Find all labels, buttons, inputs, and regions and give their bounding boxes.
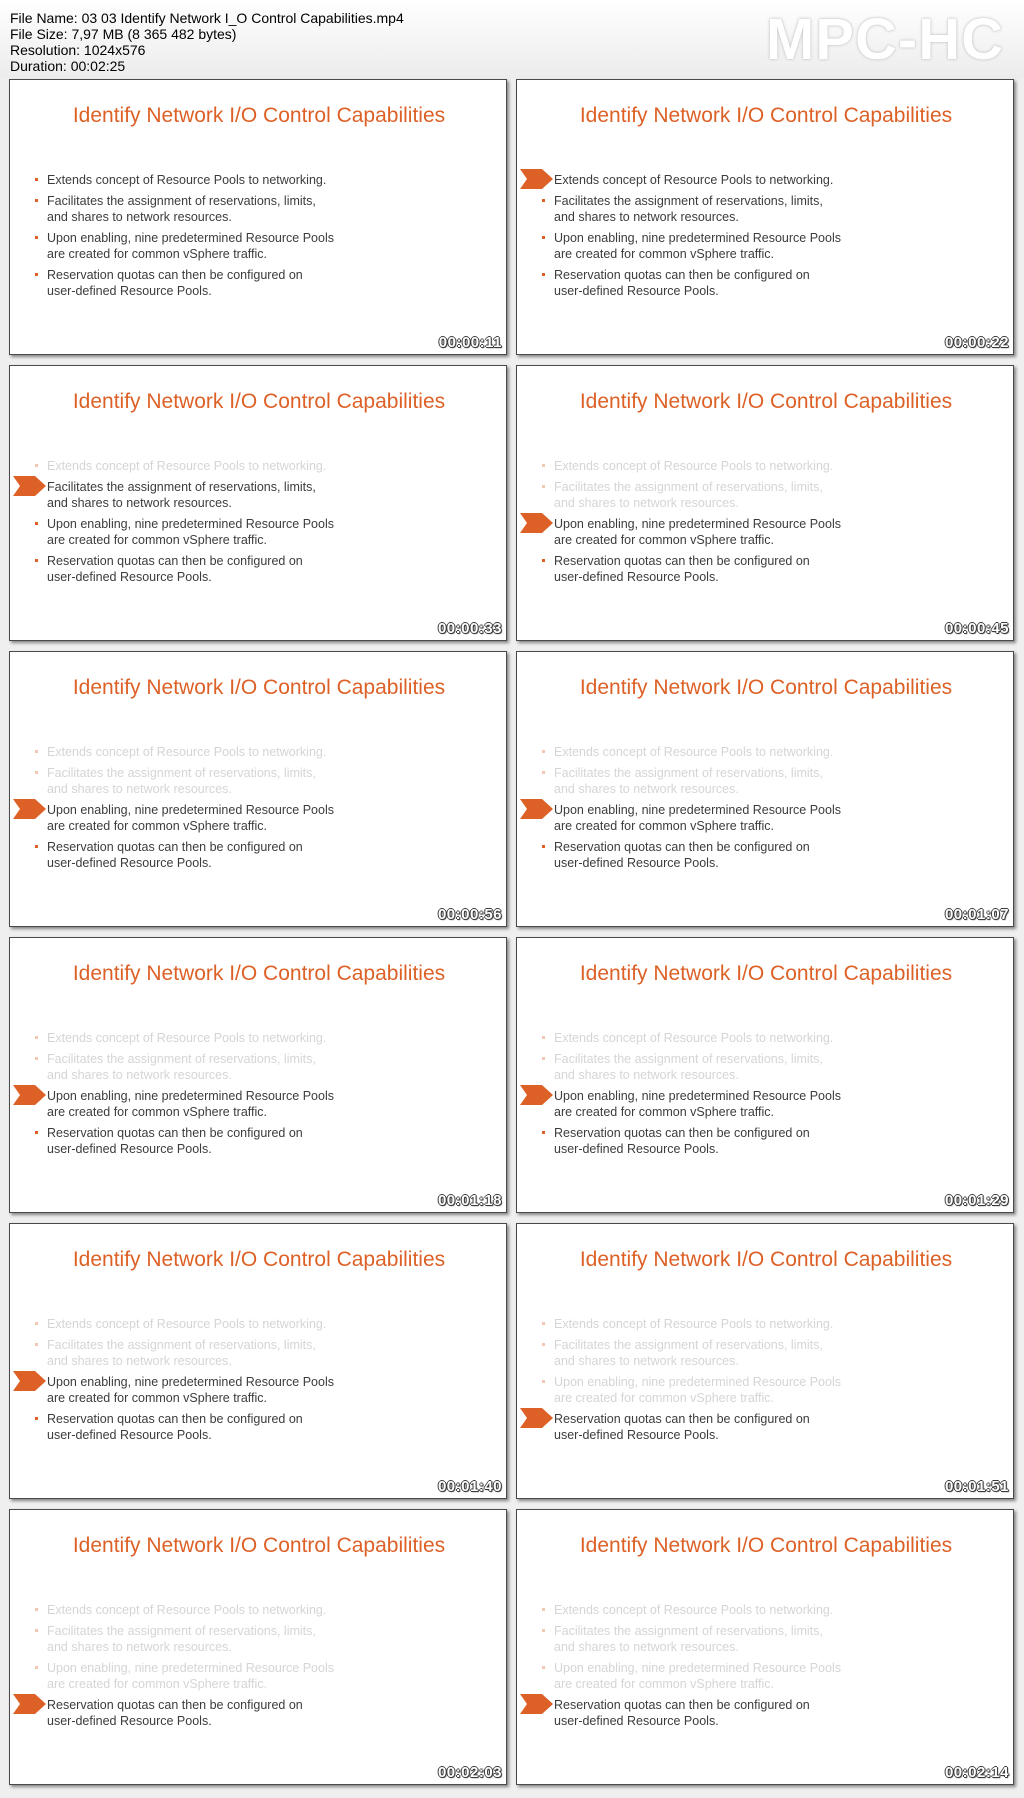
bullet-marker <box>542 236 545 239</box>
bullet-line: user-defined Resource Pools. <box>554 1428 719 1442</box>
bullet-line: Upon enabling, nine predetermined Resource Pools <box>554 231 841 245</box>
slide-title: Identify Network I/O Control Capabilities <box>72 390 446 413</box>
bullet-marker <box>35 273 38 276</box>
bullet-line: Extends concept of Resource Pools to networking. <box>554 745 834 759</box>
bullet-item <box>553 802 993 834</box>
bullet-item <box>553 839 993 871</box>
bullet-line: are created for common vSphere traffic. <box>554 533 775 547</box>
mpc-hc-logo: MPC-HC <box>766 7 1004 72</box>
bullet-item <box>46 802 486 834</box>
timestamp-label: 00:00:33 <box>437 620 502 637</box>
bullet-line: Extends concept of Resource Pools to networking. <box>47 745 327 759</box>
bullet-item <box>46 553 486 585</box>
bullet-line: Facilitates the assignment of reservations, limits, <box>554 480 823 494</box>
bullet-line: and shares to network resources. <box>47 210 232 224</box>
bullet-item <box>553 1030 993 1046</box>
bullet-item <box>553 172 993 188</box>
bullet-marker <box>35 178 38 181</box>
bullet-line: Extends concept of Resource Pools to networking. <box>554 173 834 187</box>
video-thumbnail <box>9 937 507 1213</box>
bullet-item <box>553 1051 993 1083</box>
bullet-item <box>46 267 486 299</box>
bullet-line: Reservation quotas can then be configured on <box>554 1698 810 1712</box>
bullet-item <box>46 839 486 871</box>
bullet-line: Upon enabling, nine predetermined Resource Pools <box>554 517 841 531</box>
bullet-item <box>46 1088 486 1120</box>
video-thumbnail <box>9 365 507 641</box>
bullet-item <box>553 1660 993 1692</box>
bullet-marker <box>542 199 545 202</box>
bullet-item <box>46 230 486 262</box>
bullet-line: are created for common vSphere traffic. <box>554 1105 775 1119</box>
video-thumbnail <box>9 1223 507 1499</box>
bullet-marker <box>542 750 545 753</box>
bullet-item <box>553 744 993 760</box>
bullet-marker <box>542 273 545 276</box>
pointer-arrow-icon <box>520 1085 553 1105</box>
bullet-line: user-defined Resource Pools. <box>554 570 719 584</box>
bullet-line: are created for common vSphere traffic. <box>47 247 268 261</box>
bullet-marker <box>35 1343 38 1346</box>
bullet-item <box>46 479 486 511</box>
bullet-line: Extends concept of Resource Pools to networking. <box>47 173 327 187</box>
slide-title: Identify Network I/O Control Capabilities <box>579 676 953 699</box>
bullet-line: Extends concept of Resource Pools to networking. <box>554 459 834 473</box>
bullet-line: Facilitates the assignment of reservations, limits, <box>554 1338 823 1352</box>
bullet-item <box>553 553 993 585</box>
bullet-line: and shares to network resources. <box>554 782 739 796</box>
bullet-marker <box>35 1629 38 1632</box>
bullet-line: are created for common vSphere traffic. <box>47 1391 268 1405</box>
bullet-item <box>46 1316 486 1332</box>
timestamp-label: 00:00:45 <box>944 620 1009 637</box>
bullet-marker <box>542 1131 545 1134</box>
bullet-line: user-defined Resource Pools. <box>554 1714 719 1728</box>
bullet-item <box>46 1030 486 1046</box>
bullet-item <box>553 516 993 548</box>
slide-title: Identify Network I/O Control Capabilities <box>579 962 953 985</box>
bullet-line: user-defined Resource Pools. <box>47 570 212 584</box>
bullet-line: user-defined Resource Pools. <box>47 1714 212 1728</box>
timestamp-label: 00:02:14 <box>944 1764 1009 1781</box>
pointer-arrow-icon <box>13 476 46 496</box>
slide-title: Identify Network I/O Control Capabilities <box>579 1534 953 1557</box>
bullet-marker <box>35 1057 38 1060</box>
bullet-line: user-defined Resource Pools. <box>554 1142 719 1156</box>
bullet-marker <box>542 1629 545 1632</box>
bullet-list <box>553 1316 993 1448</box>
video-thumbnail <box>516 79 1014 355</box>
bullet-marker <box>35 199 38 202</box>
bullet-marker <box>542 1380 545 1383</box>
bullet-item <box>553 193 993 225</box>
timestamp-label: 00:02:03 <box>437 1764 502 1781</box>
bullet-line: Reservation quotas can then be configured on <box>554 1412 810 1426</box>
bullet-item <box>46 1660 486 1692</box>
bullet-list <box>46 458 486 590</box>
resolution: Resolution: 1024x576 <box>10 42 146 58</box>
bullet-line: and shares to network resources. <box>554 210 739 224</box>
bullet-item <box>553 1374 993 1406</box>
bullet-line: Extends concept of Resource Pools to networking. <box>554 1031 834 1045</box>
bullet-line: are created for common vSphere traffic. <box>47 1677 268 1691</box>
bullet-marker <box>542 845 545 848</box>
bullet-line: user-defined Resource Pools. <box>47 284 212 298</box>
timestamp-label: 00:00:11 <box>438 334 502 351</box>
bullet-line: user-defined Resource Pools. <box>47 1142 212 1156</box>
bullet-item <box>553 1623 993 1655</box>
bullet-marker <box>542 1036 545 1039</box>
bullet-marker <box>542 1666 545 1669</box>
bullet-marker <box>542 559 545 562</box>
bullet-line: Facilitates the assignment of reservations, limits, <box>554 766 823 780</box>
bullet-marker <box>35 771 38 774</box>
bullet-marker <box>35 1131 38 1134</box>
bullet-marker <box>35 750 38 753</box>
bullet-line: are created for common vSphere traffic. <box>554 819 775 833</box>
bullet-item <box>46 1374 486 1406</box>
bullet-list <box>46 1602 486 1734</box>
bullet-line: Facilitates the assignment of reservations, limits, <box>47 766 316 780</box>
slide-title: Identify Network I/O Control Capabilities <box>579 1248 953 1271</box>
bullet-item <box>553 458 993 474</box>
bullet-line: Facilitates the assignment of reservations, limits, <box>554 1624 823 1638</box>
bullet-list <box>46 172 486 304</box>
timestamp-label: 00:01:07 <box>944 906 1009 923</box>
bullet-item <box>46 172 486 188</box>
bullet-list <box>553 1030 993 1162</box>
bullet-item <box>553 267 993 299</box>
bullet-item <box>553 1411 993 1443</box>
bullet-item <box>553 1125 993 1157</box>
bullet-marker <box>542 485 545 488</box>
timestamp-label: 00:01:51 <box>944 1478 1009 1495</box>
bullet-list <box>46 1316 486 1448</box>
bullet-line: Facilitates the assignment of reservations, limits, <box>47 194 316 208</box>
timestamp-label: 00:01:29 <box>944 1192 1009 1209</box>
bullet-list <box>553 172 993 304</box>
bullet-item <box>46 1051 486 1083</box>
bullet-line: Extends concept of Resource Pools to networking. <box>554 1317 834 1331</box>
bullet-line: Extends concept of Resource Pools to networking. <box>47 1603 327 1617</box>
bullet-item <box>553 479 993 511</box>
bullet-line: are created for common vSphere traffic. <box>554 247 775 261</box>
pointer-arrow-icon <box>520 513 553 533</box>
bullet-item <box>553 1316 993 1332</box>
bullet-line: Extends concept of Resource Pools to networking. <box>47 1031 327 1045</box>
timestamp-label: 00:00:56 <box>437 906 502 923</box>
file-name: File Name: 03 03 Identify Network I_O Control Capabilities.mp4 <box>10 10 404 26</box>
bullet-line: Reservation quotas can then be configured on <box>47 1698 303 1712</box>
bullet-line: and shares to network resources. <box>554 496 739 510</box>
bullet-list <box>46 744 486 876</box>
pointer-arrow-icon <box>520 169 553 189</box>
bullet-item <box>46 193 486 225</box>
bullet-marker <box>35 522 38 525</box>
duration: Duration: 00:02:25 <box>10 58 126 74</box>
pointer-arrow-icon <box>13 799 46 819</box>
bullet-line: Reservation quotas can then be configured on <box>47 1412 303 1426</box>
bullet-list <box>553 744 993 876</box>
bullet-marker <box>35 1036 38 1039</box>
bullet-item <box>553 1697 993 1729</box>
video-thumbnail <box>9 651 507 927</box>
bullet-line: and shares to network resources. <box>554 1640 739 1654</box>
bullet-line: and shares to network resources. <box>47 1068 232 1082</box>
slide-title: Identify Network I/O Control Capabilities <box>579 104 953 127</box>
pointer-arrow-icon <box>520 799 553 819</box>
bullet-line: and shares to network resources. <box>47 1640 232 1654</box>
bullet-line: are created for common vSphere traffic. <box>47 819 268 833</box>
bullet-line: Reservation quotas can then be configured on <box>554 840 810 854</box>
bullet-line: Extends concept of Resource Pools to networking. <box>554 1603 834 1617</box>
bullet-line: Facilitates the assignment of reservations, limits, <box>47 1052 316 1066</box>
bullet-line: Facilitates the assignment of reservations, limits, <box>47 480 316 494</box>
bullet-marker <box>542 1057 545 1060</box>
bullet-line: Reservation quotas can then be configured on <box>47 1126 303 1140</box>
bullet-marker <box>35 236 38 239</box>
bullet-line: user-defined Resource Pools. <box>47 1428 212 1442</box>
slide-title: Identify Network I/O Control Capabilities <box>579 390 953 413</box>
pointer-arrow-icon <box>13 1085 46 1105</box>
bullet-item <box>553 1088 993 1120</box>
bullet-line: Facilitates the assignment of reservations, limits, <box>554 194 823 208</box>
bullet-marker <box>542 771 545 774</box>
bullet-marker <box>35 1608 38 1611</box>
bullet-item <box>46 1337 486 1369</box>
bullet-item <box>553 1602 993 1618</box>
bullet-marker <box>35 1322 38 1325</box>
bullet-line: are created for common vSphere traffic. <box>47 533 268 547</box>
video-thumbnail <box>516 1509 1014 1785</box>
bullet-line: Upon enabling, nine predetermined Resource Pools <box>47 231 334 245</box>
bullet-line: Reservation quotas can then be configured on <box>47 554 303 568</box>
bullet-marker <box>542 1322 545 1325</box>
bullet-line: and shares to network resources. <box>554 1354 739 1368</box>
bullet-line: Upon enabling, nine predetermined Resource Pools <box>47 803 334 817</box>
bullet-item <box>46 1411 486 1443</box>
slide-title: Identify Network I/O Control Capabilities <box>72 1248 446 1271</box>
bullet-marker <box>35 1666 38 1669</box>
video-thumbnail <box>516 1223 1014 1499</box>
bullet-line: are created for common vSphere traffic. <box>47 1105 268 1119</box>
bullet-marker <box>35 1417 38 1420</box>
pointer-arrow-icon <box>13 1371 46 1391</box>
bullet-marker <box>542 1608 545 1611</box>
pointer-arrow-icon <box>520 1408 553 1428</box>
bullet-line: Reservation quotas can then be configured on <box>554 268 810 282</box>
bullet-item <box>46 458 486 474</box>
bullet-line: Facilitates the assignment of reservations, limits, <box>47 1624 316 1638</box>
bullet-item <box>46 1125 486 1157</box>
bullet-item <box>46 744 486 760</box>
file-size: File Size: 7,97 MB (8 365 482 bytes) <box>10 26 237 42</box>
bullet-line: and shares to network resources. <box>47 782 232 796</box>
bullet-line: Upon enabling, nine predetermined Resource Pools <box>47 1089 334 1103</box>
bullet-line: and shares to network resources. <box>47 1354 232 1368</box>
bullet-line: Upon enabling, nine predetermined Resource Pools <box>554 1089 841 1103</box>
bullet-line: user-defined Resource Pools. <box>47 856 212 870</box>
bullet-line: Upon enabling, nine predetermined Resource Pools <box>554 1661 841 1675</box>
bullet-line: Reservation quotas can then be configured on <box>47 840 303 854</box>
pointer-arrow-icon <box>520 1694 553 1714</box>
bullet-item <box>46 1602 486 1618</box>
bullet-line: and shares to network resources. <box>554 1068 739 1082</box>
bullet-line: Reservation quotas can then be configured on <box>554 1126 810 1140</box>
video-thumbnail <box>516 365 1014 641</box>
bullet-line: Reservation quotas can then be configured on <box>47 268 303 282</box>
bullet-marker <box>35 464 38 467</box>
bullet-marker <box>35 559 38 562</box>
video-thumbnail <box>9 79 507 355</box>
bullet-item <box>46 516 486 548</box>
bullet-line: Extends concept of Resource Pools to networking. <box>47 459 327 473</box>
bullet-line: Upon enabling, nine predetermined Resource Pools <box>554 1375 841 1389</box>
bullet-marker <box>542 1343 545 1346</box>
bullet-marker <box>542 464 545 467</box>
bullet-line: Upon enabling, nine predetermined Resource Pools <box>47 517 334 531</box>
video-thumbnail <box>516 651 1014 927</box>
video-thumbnail <box>9 1509 507 1785</box>
slide-title: Identify Network I/O Control Capabilities <box>72 962 446 985</box>
slide-title: Identify Network I/O Control Capabilities <box>72 104 446 127</box>
bullet-line: Extends concept of Resource Pools to networking. <box>47 1317 327 1331</box>
bullet-line: Facilitates the assignment of reservations, limits, <box>47 1338 316 1352</box>
bullet-item <box>46 1623 486 1655</box>
bullet-line: user-defined Resource Pools. <box>554 856 719 870</box>
bullet-item <box>553 230 993 262</box>
bullet-list <box>46 1030 486 1162</box>
bullet-list <box>553 1602 993 1734</box>
slide-title: Identify Network I/O Control Capabilities <box>72 1534 446 1557</box>
bullet-list <box>553 458 993 590</box>
bullet-item <box>46 765 486 797</box>
bullet-item <box>553 1337 993 1369</box>
bullet-line: are created for common vSphere traffic. <box>554 1391 775 1405</box>
slide-title: Identify Network I/O Control Capabilities <box>72 676 446 699</box>
timestamp-label: 00:00:22 <box>944 334 1009 351</box>
timestamp-label: 00:01:18 <box>437 1192 502 1209</box>
bullet-item <box>46 1697 486 1729</box>
bullet-line: Upon enabling, nine predetermined Resource Pools <box>554 803 841 817</box>
bullet-line: are created for common vSphere traffic. <box>554 1677 775 1691</box>
bullet-line: and shares to network resources. <box>47 496 232 510</box>
bullet-item <box>553 765 993 797</box>
bullet-line: Reservation quotas can then be configured on <box>554 554 810 568</box>
bullet-line: Upon enabling, nine predetermined Resource Pools <box>47 1375 334 1389</box>
bullet-line: Upon enabling, nine predetermined Resource Pools <box>47 1661 334 1675</box>
bullet-marker <box>35 845 38 848</box>
timestamp-label: 00:01:40 <box>437 1478 502 1495</box>
pointer-arrow-icon <box>13 1694 46 1714</box>
video-thumbnail <box>516 937 1014 1213</box>
bullet-line: user-defined Resource Pools. <box>554 284 719 298</box>
bullet-line: Facilitates the assignment of reservations, limits, <box>554 1052 823 1066</box>
